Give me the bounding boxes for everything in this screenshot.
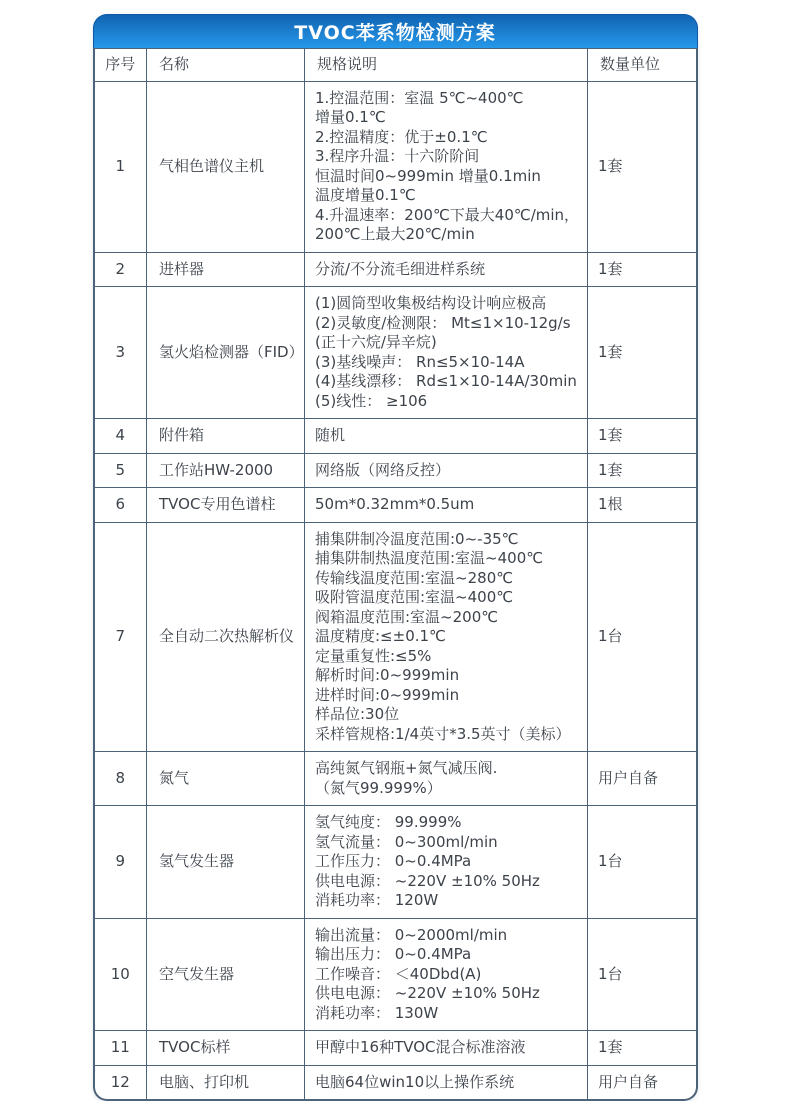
spec-table [95, 49, 696, 1099]
item-name-cell: 工作站HW-2000 [147, 453, 305, 488]
spec-cell [305, 287, 588, 419]
spec-line: 吸附管温度范围:室温~400℃ [315, 588, 514, 606]
spec-cell [305, 453, 588, 488]
spec-line: 采样管规格:1/4英寸*3.5英寸（美标） [315, 724, 571, 743]
item-name-cell: 附件箱 [147, 419, 305, 454]
spec-line: 分流/不分流毛细进样系统 [315, 259, 486, 278]
quantity-cell: 用户自备 [588, 1065, 696, 1099]
spec-line: 氢气流量： 0~300ml/min [315, 832, 498, 851]
quantity-cell: 1套 [588, 287, 696, 419]
spec-table-body [95, 81, 696, 1099]
quantity-cell: 1套 [588, 453, 696, 488]
item-name-cell: 进样器 [147, 252, 305, 287]
spec-table-wrapper [93, 48, 698, 1101]
spec-cell [305, 81, 588, 252]
page-title: TVOC苯系物检测方案 [294, 22, 496, 44]
spec-line: 工作压力： 0~0.4MPa [315, 852, 472, 870]
spec-line: 高纯氮气钢瓶+氮气减压阀. [315, 759, 498, 777]
spec-cell [305, 488, 588, 523]
spec-line: 解析时间:0~999min [315, 666, 460, 684]
spec-line: 2.控温精度：优于±0.1℃ [315, 127, 488, 146]
quantity-cell: 1根 [588, 488, 696, 523]
row-number-cell: 1 [95, 81, 147, 252]
spec-line: 消耗功率： 130W [315, 1003, 439, 1022]
spec-line: 氢气纯度： 99.999% [315, 813, 462, 831]
spec-line: 输出压力： 0~0.4MPa [315, 945, 472, 963]
item-name-cell: TVOC专用色谱柱 [147, 488, 305, 523]
spec-line: 甲醇中16种TVOC混合标准溶液 [315, 1038, 526, 1056]
spec-card [93, 14, 698, 1101]
item-name-cell: 氢火焰检测器（FID） [147, 287, 305, 419]
spec-line: 温度增量0.1℃ [315, 186, 416, 204]
spec-line: 4.升温速率：200℃下最大40℃/min， [315, 205, 580, 224]
spec-line: 传输线温度范围:室温~280℃ [315, 568, 514, 587]
spec-line: 消耗功率： 120W [315, 891, 439, 909]
item-name-cell: 全自动二次热解析仪 [147, 522, 305, 752]
spec-line: 供电电源： ~220V ±10% 50Hz [315, 871, 540, 890]
spec-line: 输出流量： 0~2000ml/min [315, 925, 508, 944]
spec-cell [305, 252, 588, 287]
row-number-cell: 2 [95, 252, 147, 287]
spec-line: 定量重复性:≤5% [315, 646, 432, 665]
row-number-cell: 9 [95, 806, 147, 919]
spec-line: 捕集阱制冷温度范围:0~-35℃ [315, 529, 519, 548]
quantity-cell: 1套 [588, 252, 696, 287]
row-number-cell: 12 [95, 1065, 147, 1099]
quantity-cell: 1套 [588, 419, 696, 454]
spec-line: 增量0.1℃ [315, 108, 386, 126]
spec-line: 恒温时间0~999min 增量0.1min [315, 166, 541, 185]
row-number-cell: 3 [95, 287, 147, 419]
spec-line: 50m*0.32mm*0.5um [315, 495, 475, 513]
row-number-cell: 7 [95, 522, 147, 752]
table-row [95, 453, 696, 488]
item-name-cell: 气相色谱仪主机 [147, 81, 305, 252]
table-row [95, 287, 696, 419]
header-row [95, 49, 696, 81]
spec-line: 网络版（网络反控） [315, 460, 451, 479]
item-name-cell: 电脑、打印机 [147, 1065, 305, 1099]
row-number-cell: 6 [95, 488, 147, 523]
quantity-cell: 1套 [588, 81, 696, 252]
table-row [95, 918, 696, 1031]
spec-line: (2)灵敏度/检测限： Mt≤1×10-12g/s [315, 313, 571, 332]
spec-line: 随机 [315, 426, 346, 444]
item-name-cell: 氮气 [147, 752, 305, 806]
row-number-cell: 4 [95, 419, 147, 454]
item-name-cell: 氢气发生器 [147, 806, 305, 919]
quantity-cell: 1台 [588, 918, 696, 1031]
quantity-cell: 用户自备 [588, 752, 696, 806]
spec-cell [305, 752, 588, 806]
table-row [95, 752, 696, 806]
table-row [95, 419, 696, 454]
quantity-cell: 1台 [588, 806, 696, 919]
card-title-bar [93, 14, 698, 48]
spec-cell [305, 806, 588, 919]
spec-line: (正十六烷/异辛烷) [315, 333, 437, 351]
spec-line: 电脑64位win10以上操作系统 [315, 1072, 515, 1091]
spec-line: 3.程序升温：十六阶阶间 [315, 147, 480, 165]
spec-line: (1)圆筒型收集极结构设计响应极高 [315, 294, 547, 312]
table-row [95, 488, 696, 523]
spec-line: (4)基线漂移： Rd≤1×10-14A/30min [315, 372, 577, 390]
column-header-name: 名称 [147, 49, 305, 81]
column-header-qty: 数量单位 [588, 49, 696, 81]
column-header-no: 序号 [95, 49, 147, 81]
row-number-cell: 5 [95, 453, 147, 488]
column-header-spec: 规格说明 [305, 49, 588, 81]
row-number-cell: 8 [95, 752, 147, 806]
item-name-cell: 空气发生器 [147, 918, 305, 1031]
spec-line: (3)基线噪声： Rn≤5×10-14A [315, 352, 525, 371]
spec-cell [305, 918, 588, 1031]
spec-line: 进样时间:0~999min [315, 685, 460, 704]
table-row [95, 806, 696, 919]
table-row [95, 252, 696, 287]
spec-line: 捕集阱制热温度范围:室温~400℃ [315, 549, 544, 567]
item-name-cell: TVOC标样 [147, 1031, 305, 1066]
spec-line: 200℃上最大20℃/min [315, 225, 475, 243]
spec-cell [305, 419, 588, 454]
spec-line: 供电电源： ~220V ±10% 50Hz [315, 984, 540, 1002]
spec-cell [305, 522, 588, 752]
spec-table-header [95, 49, 696, 81]
spec-line: （氮气99.999%） [315, 778, 442, 797]
row-number-cell: 11 [95, 1031, 147, 1066]
spec-line: 温度精度:≤±0.1℃ [315, 627, 446, 645]
spec-line: 阀箱温度范围:室温~200℃ [315, 607, 499, 626]
spec-cell [305, 1065, 588, 1099]
table-row [95, 1031, 696, 1066]
table-row [95, 81, 696, 252]
spec-cell [305, 1031, 588, 1066]
spec-line: 1.控温范围：室温 5℃~400℃ [315, 88, 524, 107]
spec-line: 工作噪音： ＜40Dbd(A) [315, 964, 482, 983]
quantity-cell: 1台 [588, 522, 696, 752]
spec-line: 样品位:30位 [315, 705, 400, 723]
table-row [95, 522, 696, 752]
table-row [95, 1065, 696, 1099]
spec-line: (5)线性： ≥106 [315, 391, 428, 410]
row-number-cell: 10 [95, 918, 147, 1031]
quantity-cell: 1套 [588, 1031, 696, 1066]
